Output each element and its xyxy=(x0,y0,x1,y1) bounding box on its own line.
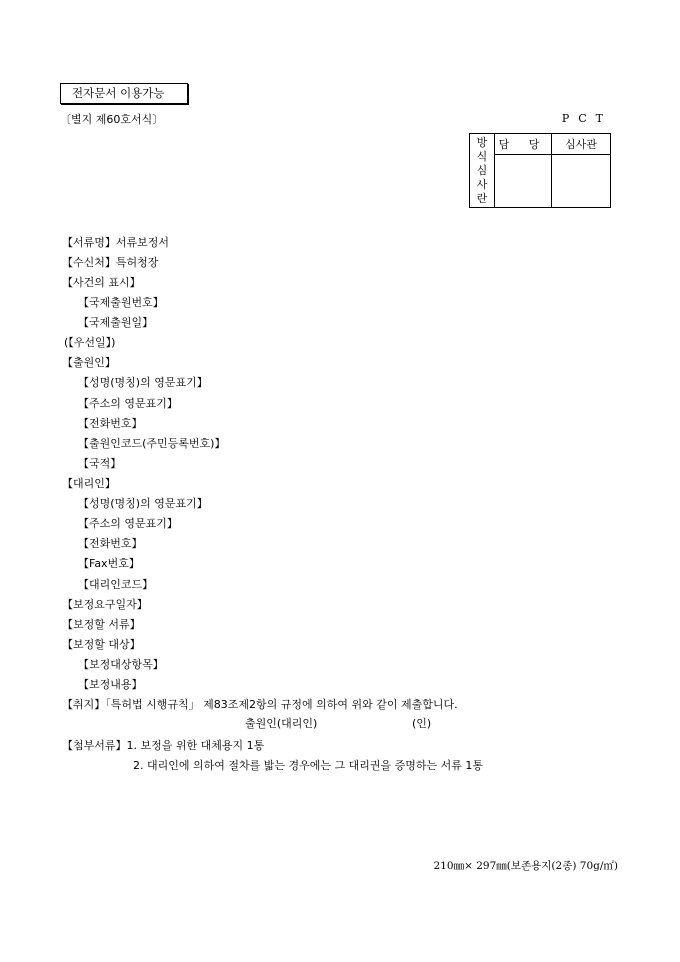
priority-date-line: (【우선일】) xyxy=(64,336,116,349)
applicant-english-address-line: 【주소의 영문표기】 xyxy=(78,397,178,410)
review-box xyxy=(469,133,611,208)
amendment-request-date-line: 【보정요구일자】 xyxy=(62,598,148,611)
document-to-amend-line: 【보정할 서류】 xyxy=(62,618,141,631)
review-col-in-charge: 담 당 xyxy=(495,134,552,155)
applicant-nationality-line: 【국적】 xyxy=(78,457,122,470)
applicant-code-line: 【출원인코드(주민등록번호)】 xyxy=(78,437,226,450)
case-indication-line: 【사건의 표시】 xyxy=(62,276,141,289)
attachments-line-2: 2. 대리인에 의하여 절차를 밟는 경우에는 그 대리권을 증명하는 서류 1통 xyxy=(133,759,483,772)
purpose-statement-line: 【취지】「특허법 시행규칙」 제83조제2항의 규정에 의하여 위와 같이 제출합니다. xyxy=(62,698,458,711)
agent-english-name-line: 【성명(명칭)의 영문표기】 xyxy=(78,497,208,510)
agent-code-line: 【대리인코드】 xyxy=(78,578,154,591)
agent-line: 【대리인】 xyxy=(62,477,116,490)
form-number: 〔별지 제60호서식〕 xyxy=(60,113,164,126)
amendment-item-line: 【보정대상항목】 xyxy=(78,658,164,671)
review-side-label xyxy=(470,134,495,208)
review-side-char: 란 xyxy=(476,191,488,205)
review-cell-examiner xyxy=(552,155,611,208)
signature-seal: (인) xyxy=(412,717,432,730)
subject-to-amend-line: 【보정할 대상】 xyxy=(62,638,141,651)
review-side-char: 심 xyxy=(476,163,488,177)
paper-spec-footer: 210㎜× 297㎜(보존용지(2종) 70g/㎡) xyxy=(433,860,618,872)
agent-phone-line: 【전화번호】 xyxy=(78,537,143,550)
intl-filing-date-line: 【국제출원일】 xyxy=(78,316,154,329)
applicant-line: 【출원인】 xyxy=(62,356,116,369)
pct-label: PCT xyxy=(561,112,612,125)
review-cell-in-charge xyxy=(495,155,552,208)
signature-applicant: 출원인(대리인) xyxy=(245,717,318,730)
agent-fax-line: 【Fax번호】 xyxy=(78,557,140,570)
applicant-phone-line: 【전화번호】 xyxy=(78,417,143,430)
applicant-english-name-line: 【성명(명칭)의 영문표기】 xyxy=(78,376,208,389)
review-col-examiner: 심사관 xyxy=(552,134,611,155)
attachments-line-1: 【첨부서류】1. 보정을 위한 대체용지 1통 xyxy=(62,739,265,752)
recipient-line: 【수신처】특허청장 xyxy=(62,256,159,269)
review-side-char: 식 xyxy=(476,149,488,163)
amendment-content-line: 【보정내용】 xyxy=(78,678,143,691)
intl-application-number-line: 【국제출원번호】 xyxy=(78,296,164,309)
review-side-char: 방 xyxy=(476,135,488,149)
electronic-document-badge: 전자문서 이용가능 xyxy=(60,83,188,104)
agent-english-address-line: 【주소의 영문표기】 xyxy=(78,517,178,530)
review-side-char: 사 xyxy=(476,177,488,191)
doc-name-line: 【서류명】서류보정서 xyxy=(62,236,170,249)
